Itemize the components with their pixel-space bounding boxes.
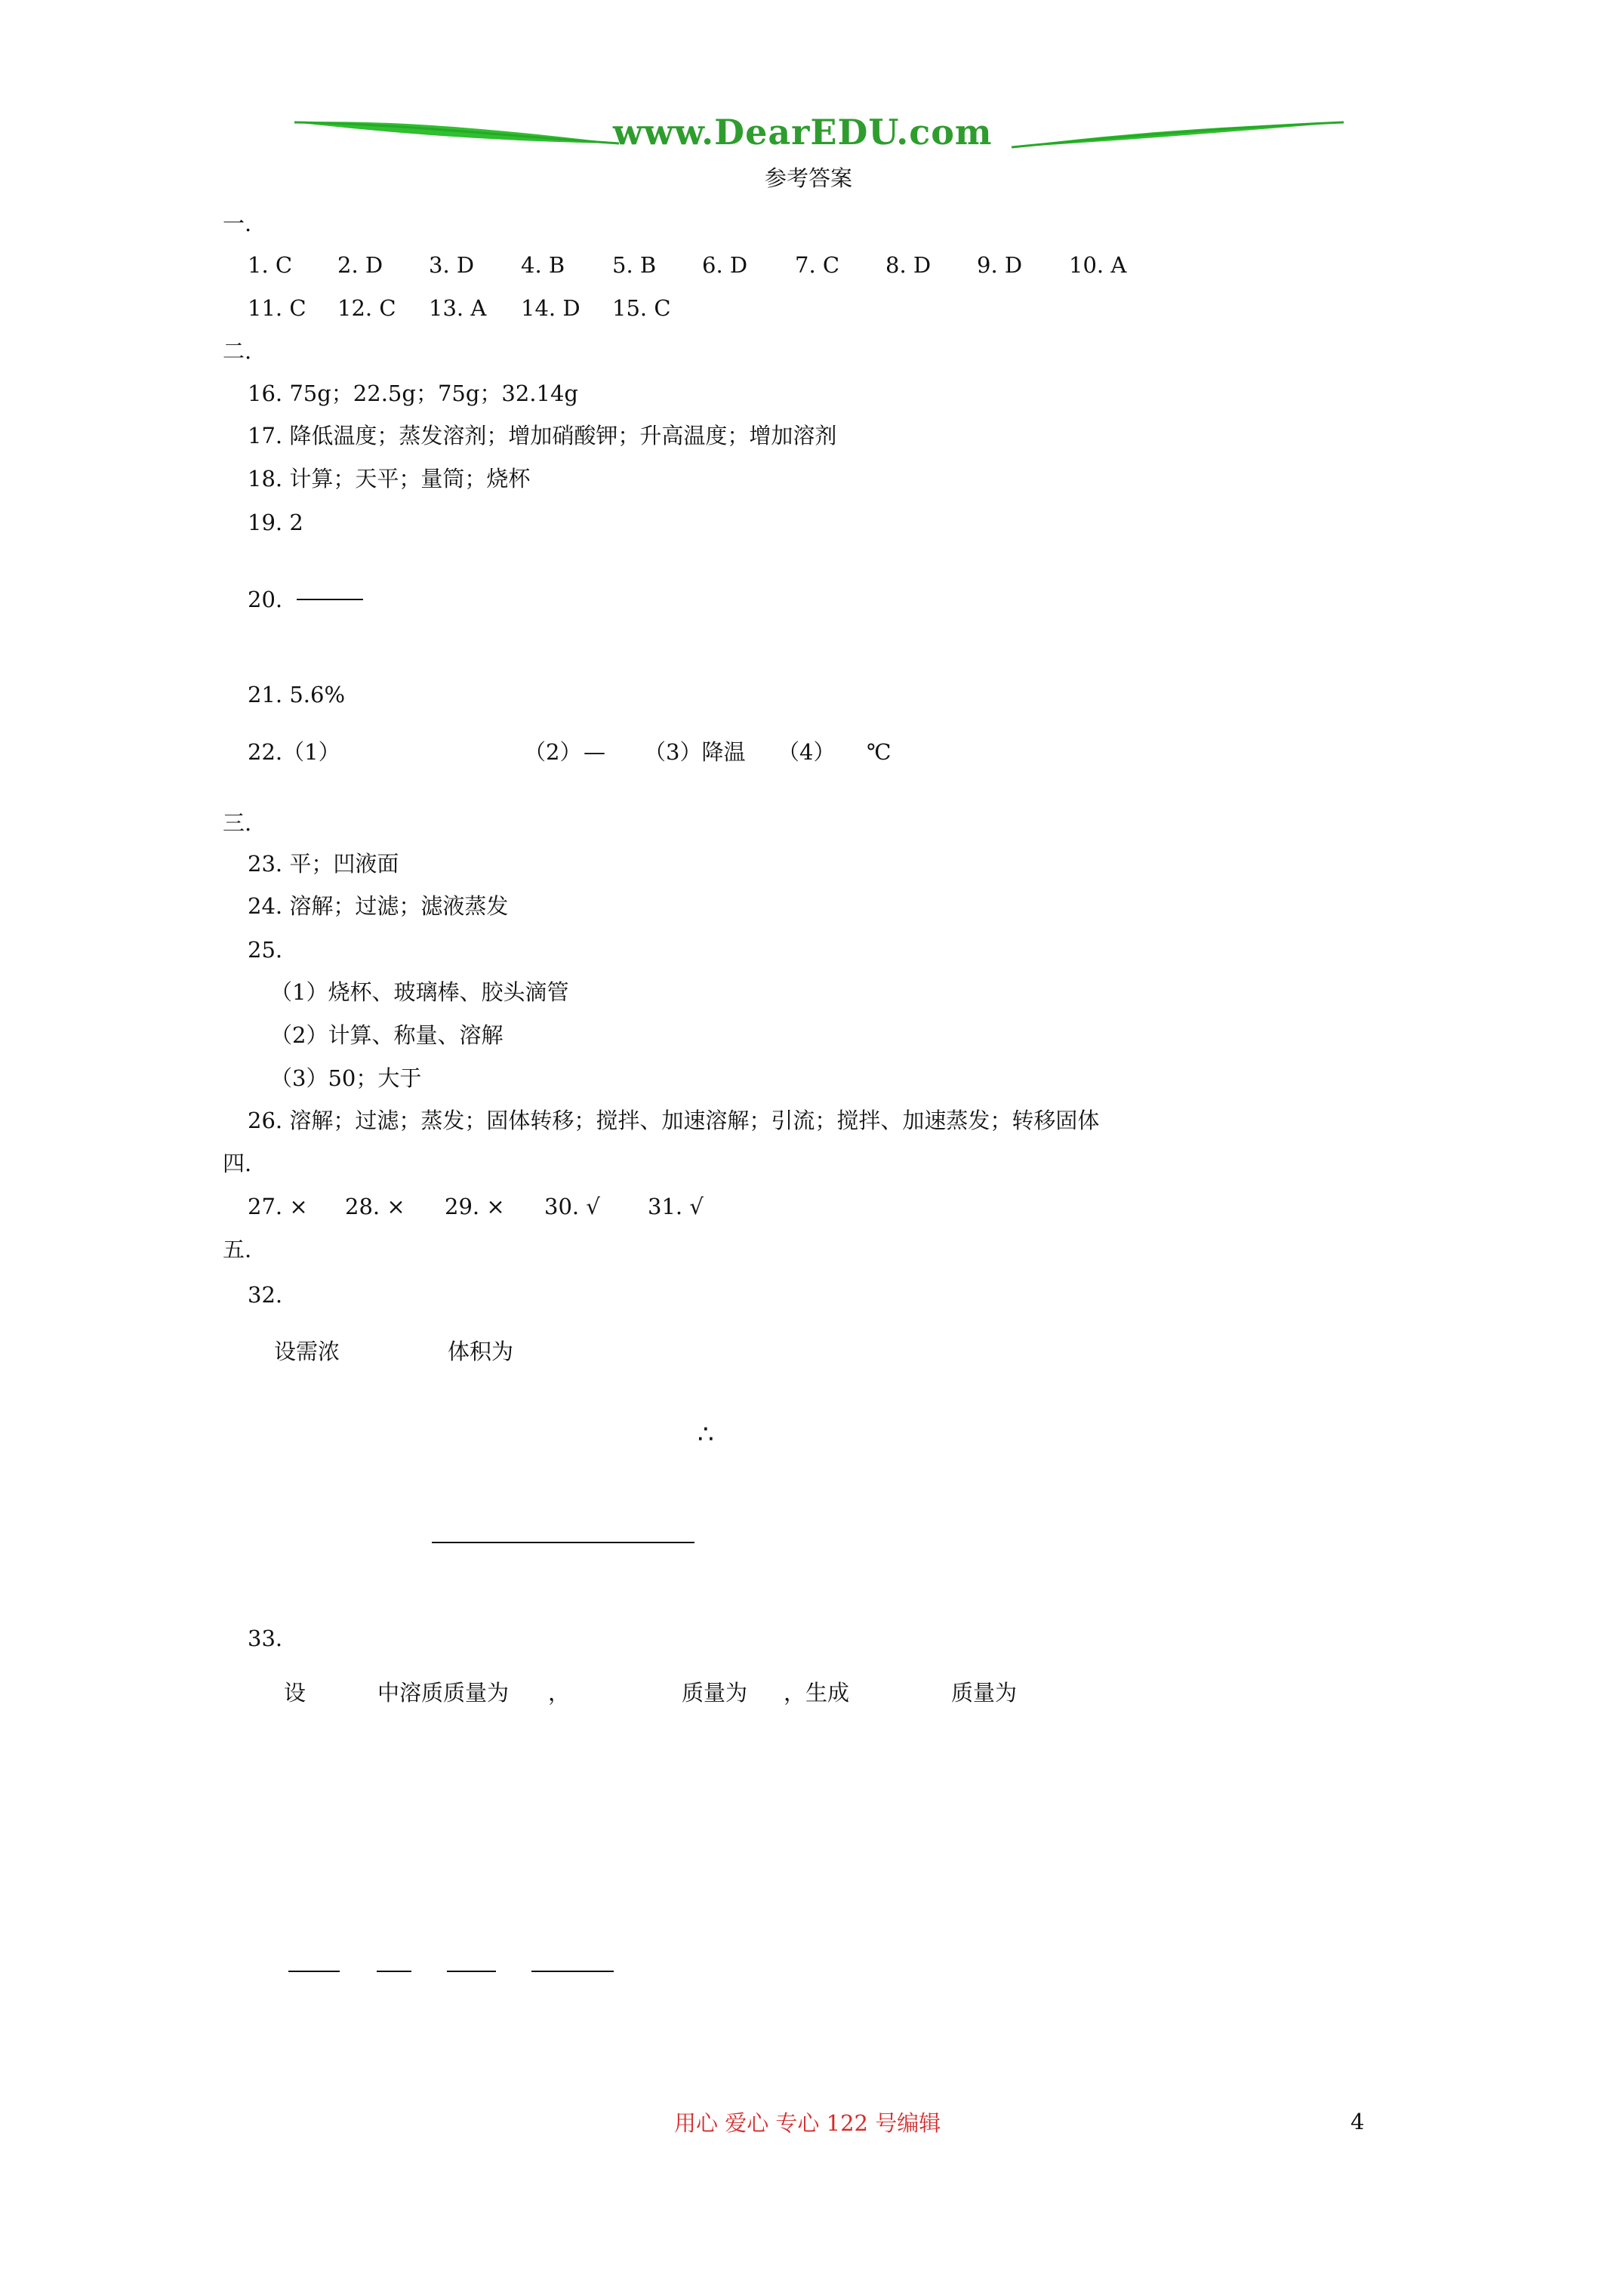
answer-18: 18. 计算；天平；量筒；烧杯: [248, 466, 531, 492]
section-2-heading: 二.: [223, 338, 252, 364]
answer-item: 11. C: [248, 295, 306, 321]
answer-32: 32.: [248, 1282, 283, 1308]
answer-20: 20.: [248, 587, 283, 612]
answer-item: 28. ×: [345, 1194, 405, 1219]
answer-item: 14. D: [521, 295, 581, 321]
page-number: 4: [1350, 2109, 1365, 2134]
answer-item: 5. B: [612, 252, 657, 278]
answer-22-unit: ℃: [867, 739, 892, 765]
answer-33-mass-1: 质量为: [682, 1680, 748, 1706]
logo-swoosh-right: [1012, 113, 1344, 155]
answer-17: 17. 降低温度；蒸发溶剂；增加硝酸钾；升高温度；增加溶剂: [248, 423, 837, 448]
answer-item: 10. A: [1069, 252, 1127, 278]
answer-25-2: （2）计算、称量、溶解: [270, 1022, 504, 1048]
answer-item: 6. D: [702, 252, 748, 278]
answer-33-solute: 中溶质质量为: [377, 1680, 510, 1706]
answer-33-mass-2: 质量为: [951, 1680, 1018, 1706]
answer-25: 25.: [248, 937, 283, 963]
section-5-heading: 五.: [223, 1237, 252, 1262]
answer-item: 29. ×: [445, 1194, 505, 1219]
answer-33-produce: ，生成: [784, 1680, 850, 1706]
logo-text: www.DearEDU.com: [613, 112, 993, 153]
page-title: 参考答案: [765, 165, 853, 191]
fraction-line: [447, 1971, 496, 1972]
fraction-line: [531, 1971, 614, 1972]
answer-item: 30. √: [544, 1194, 600, 1219]
answer-16: 16. 75g；22.5g；75g；32.14g: [248, 381, 578, 406]
footer-credit: 用心 爱心 专心 122 号编辑: [674, 2110, 941, 2136]
section-4-heading: 四.: [223, 1151, 252, 1176]
answer-item: 31. √: [648, 1194, 704, 1219]
answer-25-3: （3）50；大于: [270, 1065, 422, 1091]
answer-19: 19. 2: [248, 510, 303, 535]
fraction-line: [377, 1971, 411, 1972]
answer-33-comma: ，: [548, 1680, 571, 1706]
therefore-symbol: ∴: [698, 1419, 714, 1450]
answer-item: 3. D: [429, 252, 475, 278]
answer-item: 2. D: [337, 252, 383, 278]
answer-24: 24. 溶解；过滤；滤液蒸发: [248, 893, 509, 919]
answer-item: 27. ×: [248, 1194, 308, 1219]
fraction-line: [297, 599, 363, 600]
answer-item: 9. D: [977, 252, 1023, 278]
answer-item: 12. C: [337, 295, 396, 321]
answer-item: 1. C: [248, 252, 293, 278]
answer-25-1: （1）烧杯、玻璃棒、胶头滴管: [270, 979, 569, 1005]
answer-22-part-2: （2）: [524, 739, 582, 765]
answer-33: 33.: [248, 1626, 283, 1651]
answer-item: 7. C: [795, 252, 840, 278]
fraction-line: [432, 1542, 694, 1543]
answer-22-part-2-dash: —: [584, 739, 605, 765]
answer-item: 13. A: [429, 295, 487, 321]
logo-swoosh-left: [294, 113, 619, 155]
answer-item: 15. C: [612, 295, 671, 321]
answer-22-part-4: （4）: [778, 739, 836, 765]
answer-22-part-3: （3）降温: [644, 739, 746, 765]
fraction-line: [288, 1971, 340, 1972]
answer-26: 26. 溶解；过滤；蒸发；固体转移；搅拌、加速溶解；引流；搅拌、加速蒸发；转移固体: [248, 1108, 1100, 1133]
answer-32-volume: 体积为: [448, 1339, 514, 1364]
section-3-heading: 三.: [223, 810, 252, 836]
answer-item: 8. D: [885, 252, 932, 278]
answer-item: 4. B: [521, 252, 565, 278]
section-1-heading: 一.: [223, 211, 252, 236]
answer-32-let: 设需浓: [274, 1339, 340, 1364]
answer-23: 23. 平；凹液面: [248, 851, 399, 877]
answer-21: 21. 5.6%: [248, 682, 346, 707]
answer-33-let: 设: [284, 1680, 306, 1706]
answer-22-part-1: 22.（1）: [248, 739, 340, 765]
